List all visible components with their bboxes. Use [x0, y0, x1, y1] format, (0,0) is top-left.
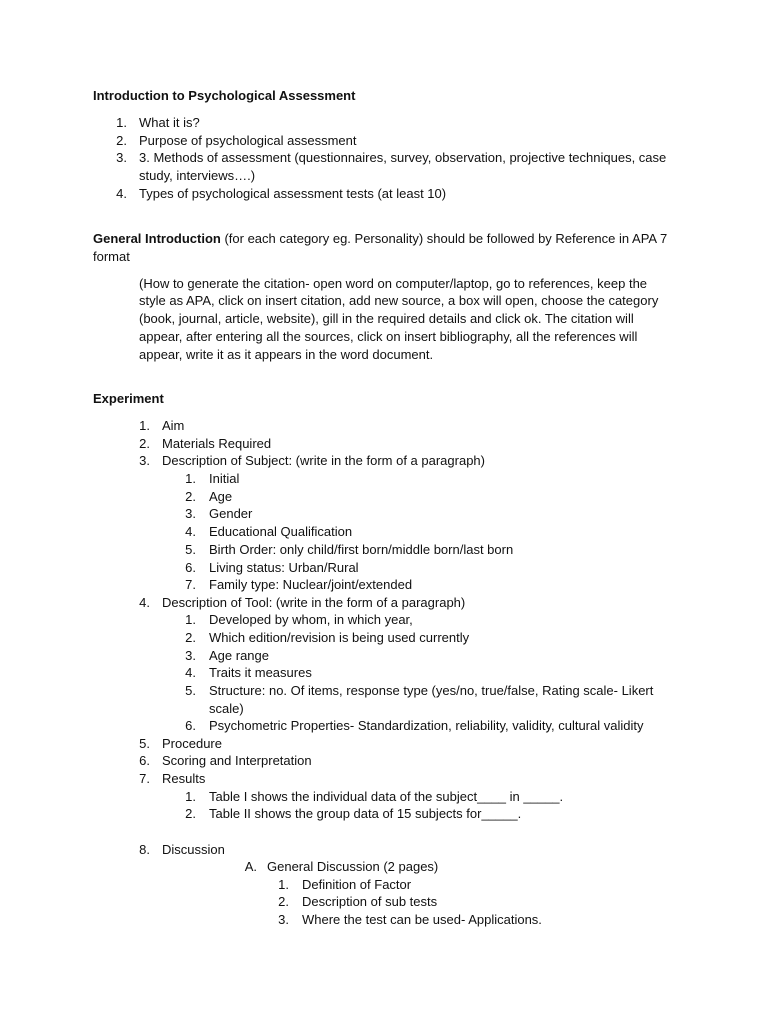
sublist-text: Educational Qualification	[209, 524, 353, 539]
list-number: 2.	[116, 133, 127, 148]
list-number: 2.	[139, 436, 150, 451]
list-number: 1.	[139, 418, 150, 433]
list-text: Description of Tool: (write in the form of a paragraph)	[162, 595, 466, 610]
sublist-text: Which edition/revision is being used currently	[209, 630, 470, 645]
sublist-number: 7.	[185, 577, 196, 592]
list-text: Description of Subject: (write in the form of a paragraph)	[162, 453, 485, 468]
sublist-text: Age	[209, 489, 233, 504]
discussion-text: General Discussion (2 pages)	[267, 859, 439, 874]
list-number: 3.	[139, 453, 150, 468]
list-text: Purpose of psychological assessment	[139, 133, 357, 148]
citation-note-line: style as APA, click on insert citation, add new source, a box will open, choose the category	[139, 293, 659, 308]
list-text: What it is?	[139, 115, 200, 130]
list-number: 4.	[139, 595, 150, 610]
general-intro-paragraph	[93, 230, 667, 248]
citation-note-line: (book, journal, article, website), gill in the required details and click ok. The citation will	[139, 311, 634, 326]
list-text: Scoring and Interpretation	[162, 753, 312, 768]
sublist-number: 3.	[278, 912, 289, 927]
citation-note-line: appear, write it as it appears in the word document.	[139, 347, 434, 362]
sublist-number: 2.	[185, 489, 196, 504]
sublist-number: 3.	[185, 506, 196, 521]
sublist-number: 2.	[278, 894, 289, 909]
sublist-text: Gender	[209, 506, 253, 521]
sublist-text-line1: Structure: no. Of items, response type (yes/no, true/false, Rating scale- Likert	[209, 683, 654, 698]
general-intro-heading: General Introduction	[93, 231, 221, 246]
list-text: Types of psychological assessment tests (at least 10)	[139, 186, 447, 201]
sublist-number: 4.	[185, 665, 196, 680]
sublist-text: Psychometric Properties- Standardization, reliability, validity, cultural validity	[209, 718, 644, 733]
list-number: 3.	[116, 150, 127, 165]
sublist-text: Living status: Urban/Rural	[209, 560, 359, 575]
general-intro-text-line2: format	[93, 249, 130, 264]
general-intro-text: (for each category eg. Personality) should be followed by Reference in APA 7	[220, 231, 668, 246]
sublist-text: Family type: Nuclear/joint/extended	[209, 577, 413, 592]
sublist-number: 1.	[185, 789, 196, 804]
sublist-text: Definition of Factor	[302, 877, 412, 892]
list-text: Aim	[162, 418, 185, 433]
sublist-number: 1.	[185, 612, 196, 627]
sublist-text: Initial	[209, 471, 240, 486]
sublist-text: Where the test can be used- Applications.	[302, 912, 542, 927]
intro-title: Introduction to Psychological Assessment	[93, 88, 356, 103]
citation-note-line: (How to generate the citation- open word on computer/laptop, go to references, keep the	[139, 276, 648, 291]
list-number: 4.	[116, 186, 127, 201]
list-number: 8.	[139, 842, 150, 857]
sublist-text: Table II shows the group data of 15 subjects for_____.	[209, 806, 522, 821]
sublist-number: 6.	[185, 560, 196, 575]
sublist-text: Age range	[209, 648, 269, 663]
list-text: Results	[162, 771, 206, 786]
list-number: 5.	[139, 736, 150, 751]
sublist-number: 5.	[185, 542, 196, 557]
list-number: 1.	[116, 115, 127, 130]
sublist-number: 6.	[185, 718, 196, 733]
sublist-number: 5.	[185, 683, 196, 698]
list-text-line2: study, interviews….)	[139, 168, 256, 183]
list-number: 7.	[139, 771, 150, 786]
list-text: Materials Required	[162, 436, 272, 451]
sublist-text: Table I shows the individual data of the subject____ in _____.	[209, 789, 564, 804]
list-text: Procedure	[162, 736, 222, 751]
sublist-text: Traits it measures	[209, 665, 312, 680]
sublist-number: 3.	[185, 648, 196, 663]
sublist-number: 4.	[185, 524, 196, 539]
sublist-text: Developed by whom, in which year,	[209, 612, 413, 627]
list-number: 6.	[139, 753, 150, 768]
sublist-number: 2.	[185, 806, 196, 821]
sublist-number: 2.	[185, 630, 196, 645]
discussion-letter: A.	[244, 859, 257, 874]
sublist-text-line2: scale)	[209, 701, 244, 716]
sublist-text: Description of sub tests	[302, 894, 438, 909]
list-text-line1: 3. Methods of assessment (questionnaires, survey, observation, projective techniques, case	[139, 150, 667, 165]
list-text: Discussion	[162, 842, 225, 857]
sublist-number: 1.	[278, 877, 289, 892]
sublist-number: 1.	[185, 471, 196, 486]
citation-note-line: appear, after entering all the sources, click on insert bibliography, all the references will	[139, 329, 638, 344]
sublist-text: Birth Order: only child/first born/middle born/last born	[209, 542, 514, 557]
experiment-heading: Experiment	[93, 391, 164, 406]
